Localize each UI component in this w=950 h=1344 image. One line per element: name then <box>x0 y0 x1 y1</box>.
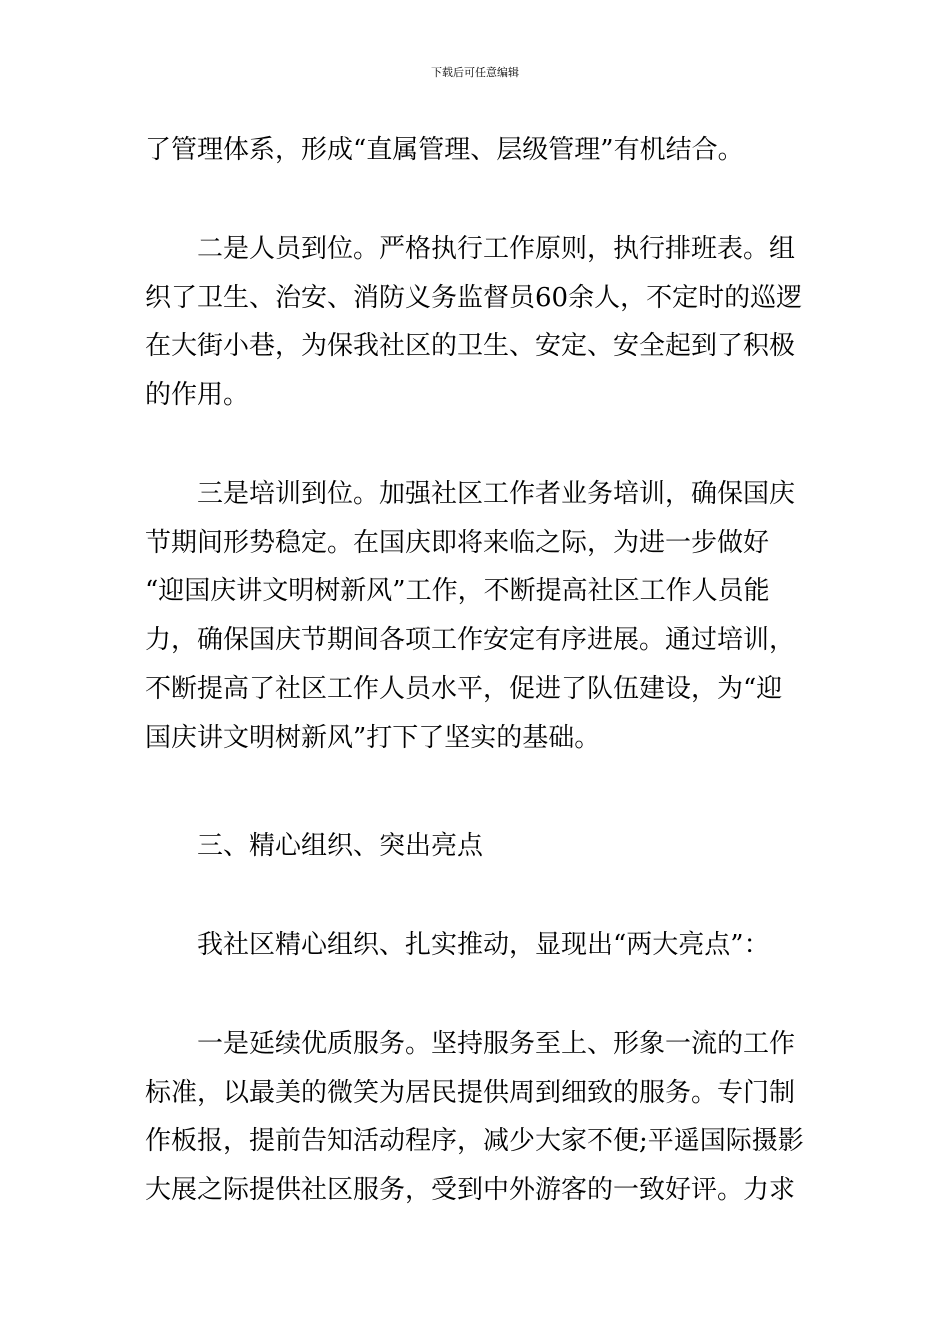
paragraph-personnel <box>145 225 805 420</box>
text-line: 在大街小巷，为保我社区的卫生、安定、安全起到了积极 <box>145 331 796 362</box>
text-line: 一是延续优质服务。坚持服务至上、形象一流的工作 <box>197 1029 796 1059</box>
text-line: 三是培训到位。加强社区工作者业务培训，确保国庆 <box>197 479 796 509</box>
text-line: 二是人员到位。严格执行工作原则，执行排班表。组 <box>197 234 796 264</box>
text-line: 标准，以最美的微笑为居民提供周到细致的服务。专门制 <box>145 1077 796 1108</box>
paragraph-service <box>145 1020 805 1215</box>
text-line: 大展之际提供社区服务，受到中外游客的一致好评。力求 <box>145 1175 796 1206</box>
text-line: 了管理体系，形成“直属管理、层级管理”有机结合。 <box>145 135 744 165</box>
paragraph-continuation <box>145 126 805 175</box>
paragraph-training <box>145 470 805 762</box>
text-line: 力，确保国庆节期间各项工作安定有序进展。通过培训， <box>145 625 796 656</box>
text-line: 节期间形势稳定。在国庆即将来临之际，为进一步做好 <box>145 527 770 558</box>
text-line: 的作用。 <box>145 380 250 411</box>
text-line: 国庆讲文明树新风”打下了坚实的基础。 <box>145 722 601 753</box>
text-line: 作板报，提前告知活动程序，减少大家不便;平遥国际摄影 <box>145 1126 804 1157</box>
heading-text: 三、精心组织、突出亮点 <box>197 831 484 861</box>
section-heading <box>145 822 805 871</box>
text-line: 不断提高了社区工作人员水平，促进了队伍建设，为“迎 <box>145 673 783 704</box>
page-header: 下载后可任意编辑 <box>431 66 519 79</box>
text-line: 织了卫生、治安、消防义务监督员60余人，不定时的巡逻 <box>145 282 803 313</box>
text-line: 我社区精心组织、扎实推动，显现出“两大亮点”： <box>197 930 770 960</box>
text-line: “迎国庆讲文明树新风”工作，不断提高社区工作人员能 <box>145 576 770 607</box>
paragraph-highlights-intro <box>145 921 805 970</box>
